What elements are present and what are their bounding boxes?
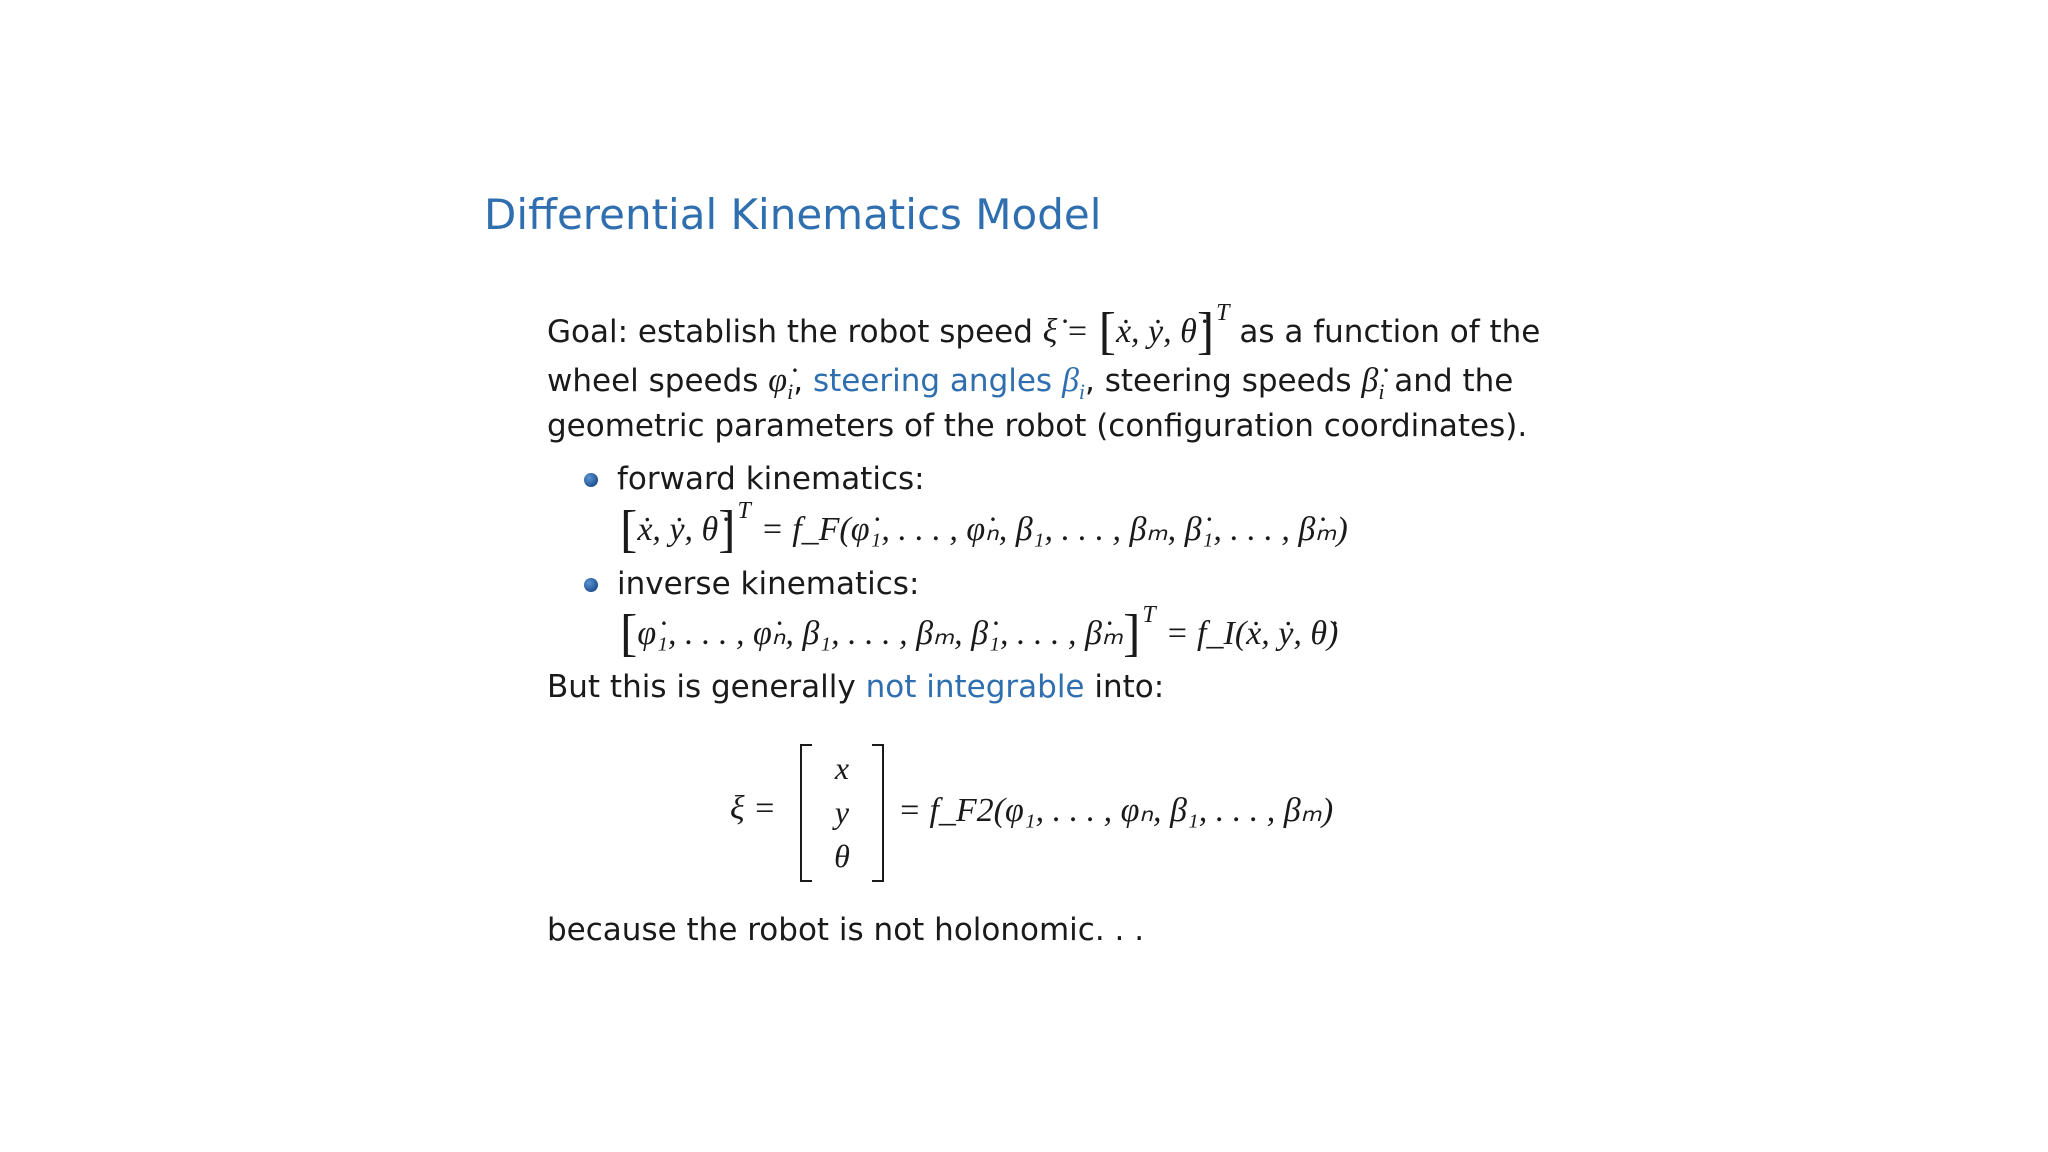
goal-wheel-speeds: wheel speeds	[547, 363, 759, 399]
slide-title: Differential Kinematics Model	[484, 190, 1102, 239]
goal-suffix: as a function of the	[1239, 314, 1541, 350]
bullet-icon	[584, 473, 598, 487]
inverse-kinematics-formula: [φ̇₁, . . . , φ̇ₙ, β₁, . . . , βₘ, β̇₁, . . . , β̇ₘ]$^T$ = f_I(ẋ, ẏ, θ̇)	[620, 602, 1339, 662]
matrix-cell-y: y	[834, 794, 850, 830]
bullet-icon	[584, 578, 598, 592]
forward-kinematics-rhs: = f_F(φ̇₁, . . . , φ̇ₙ, β₁, . . . , βₘ, β̇₁, . . . , β̇ₘ)	[760, 511, 1348, 548]
bullet-inverse-label: inverse kinematics:	[617, 566, 920, 602]
goal-beta-dot: $\betȧ_i$	[1361, 362, 1385, 404]
matrix-cell-theta: θ	[834, 838, 850, 874]
state-matrix	[800, 744, 884, 882]
goal-formula-vector: ẋ, ẏ, θ̇	[1115, 313, 1197, 350]
goal-prefix: Goal: establish the robot speed	[547, 314, 1033, 350]
forward-kinematics-formula: [ẋ, ẏ, θ̇]$^T$ = f_F(φ̇₁, . . . , φ̇ₙ, β₁, . . . , βₘ, β̇₁, . . . , β̇ₘ)	[620, 498, 1348, 558]
equation-lhs: ξ =	[730, 790, 777, 827]
matrix-cell-x: x	[834, 750, 850, 786]
goal-steering-speeds: , steering speeds	[1085, 363, 1352, 399]
bullet-forward-label: forward kinematics:	[617, 461, 925, 497]
steering-angles-link: steering angles	[812, 363, 1053, 399]
not-integrable-link: not integrable	[865, 669, 1085, 705]
goal-line-2: wheel speeds $\varphi̇_i$, steering angles $\beta_i$, steering speeds $\betȧ_i$ and the	[547, 362, 1514, 404]
goal-line-1: Goal: establish the robot speed ξ̇ = [ẋ, ẏ, θ̇]$^T$ as a function of the	[547, 300, 1541, 360]
goal-beta: $\beta_i$	[1061, 362, 1086, 404]
goal-formula-transpose: T	[1216, 300, 1230, 326]
goal-and-the: and the	[1394, 363, 1514, 399]
goal-line-3: geometric parameters of the robot (configuration coordinates).	[547, 408, 1528, 444]
equation-rhs: = f_F2(φ₁, . . . , φₙ, β₁, . . . , βₘ)	[898, 792, 1334, 829]
goal-formula-lhs: ξ̇ =	[1042, 313, 1089, 350]
goal-phi-dot: $\varphi̇_i$	[768, 362, 794, 404]
inverse-kinematics-rhs: = f_I(ẋ, ẏ, θ̇)	[1165, 615, 1339, 652]
integrable-line: But this is generally not integrable into:	[547, 669, 1165, 705]
conclusion-text: because the robot is not holonomic. . .	[547, 912, 1145, 948]
